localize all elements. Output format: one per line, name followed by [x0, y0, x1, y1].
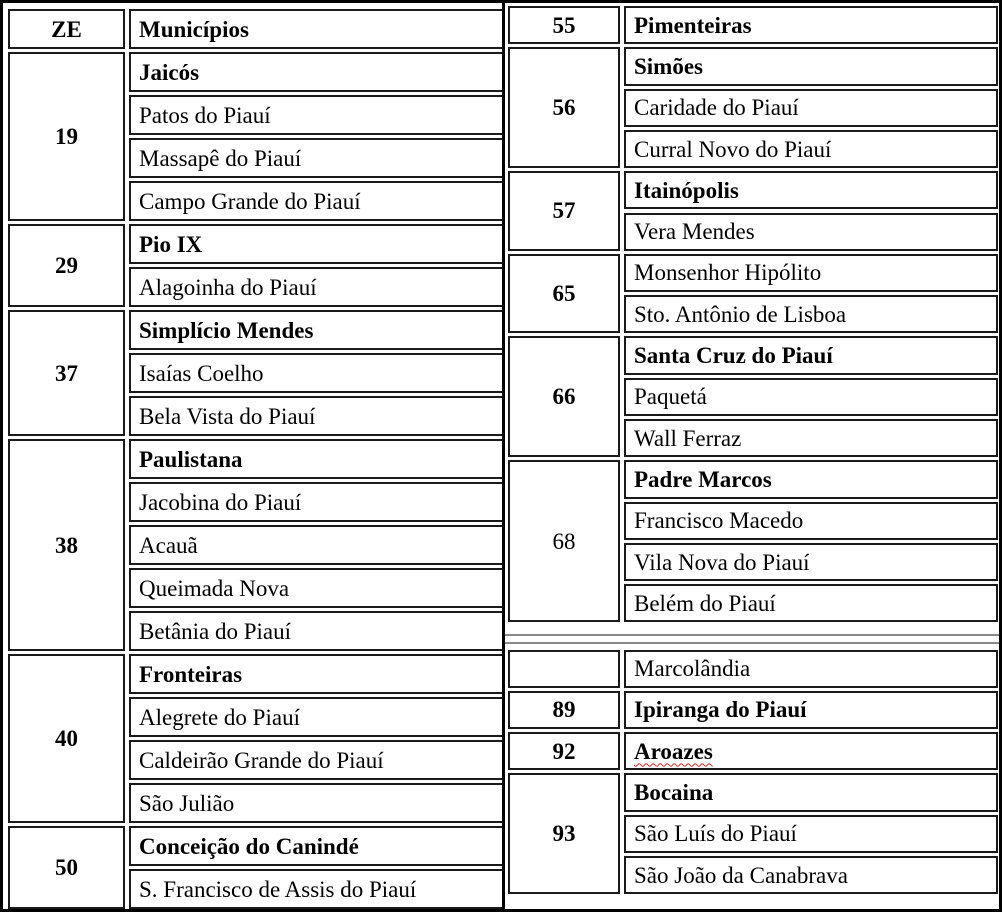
- ze-number-text: 57: [552, 198, 576, 224]
- header-municipios: [129, 9, 505, 49]
- municipio-cell-text: Belém do Piauí: [634, 590, 776, 616]
- municipio-cell: [624, 584, 998, 622]
- ze-number: [508, 460, 620, 622]
- page-break-line: [505, 642, 999, 644]
- ze-number: [508, 171, 620, 251]
- municipio-cell-text: Paquetá: [634, 384, 707, 410]
- municipio-cell: [129, 783, 505, 823]
- municipio-cell-text: S. Francisco de Assis do Piauí: [139, 876, 417, 902]
- municipio-cell: [129, 525, 505, 565]
- municipio-cell-text: Aroazes: [634, 738, 713, 764]
- ze-number: [508, 691, 620, 729]
- ze-number-text: 56: [552, 95, 576, 121]
- municipio-cell-text: Simões: [634, 53, 703, 79]
- municipio-cell-text: Bela Vista do Piauí: [139, 403, 316, 429]
- municipio-cell-text: Massapê do Piauí: [139, 145, 302, 171]
- municipio-cell: [624, 691, 998, 729]
- municipio-cell-text: Queimada Nova: [139, 575, 290, 601]
- municipio-cell: [624, 502, 998, 540]
- ze-number-text: 66: [552, 384, 576, 410]
- municipio-cell-text: Santa Cruz do Piauí: [634, 343, 833, 369]
- ze-number-text: 38: [55, 532, 78, 558]
- municipio-cell-text: Francisco Macedo: [634, 508, 804, 534]
- municipio-cell: [624, 47, 998, 85]
- municipio-cell-text: São Luís do Piauí: [634, 821, 797, 847]
- ze-number-text: 89: [552, 697, 576, 723]
- municipio-cell: [624, 6, 998, 44]
- ze-number: [508, 47, 620, 168]
- municipio-cell: [129, 482, 505, 522]
- municipio-cell-text: Fronteiras: [139, 661, 243, 687]
- ze-number: [8, 224, 125, 307]
- municipio-cell: [129, 611, 505, 651]
- municipio-cell: [129, 52, 505, 92]
- ze-number: [8, 52, 125, 221]
- municipio-cell: [624, 378, 998, 416]
- ze-number-text: 19: [55, 124, 78, 149]
- municipio-cell-text: Acauã: [139, 532, 198, 558]
- ze-number-text: 65: [552, 281, 576, 307]
- header-municipios-text: Municípios: [139, 16, 249, 42]
- municipio-cell-text: Conceição do Canindé: [139, 833, 359, 859]
- ze-number-text: 37: [55, 360, 78, 386]
- municipio-cell-text: São João da Canabrava: [634, 862, 848, 888]
- municipio-cell: [129, 181, 505, 221]
- municipio-cell: [624, 419, 998, 457]
- municipio-cell-text: Caridade do Piauí: [634, 95, 799, 121]
- ze-number: [508, 732, 620, 770]
- municipio-cell: [129, 224, 505, 264]
- municipio-cell-text: Isaías Coelho: [139, 360, 264, 386]
- municipio-cell: [624, 732, 998, 770]
- ze-number-text: 93: [552, 821, 576, 847]
- municipio-cell-text: Vila Nova do Piauí: [634, 549, 810, 575]
- ze-number: [8, 439, 125, 651]
- municipio-cell-text: Itainópolis: [634, 177, 739, 203]
- municipio-cell: [129, 353, 505, 393]
- ze-number: [508, 773, 620, 894]
- ze-number-text: 92: [552, 738, 576, 764]
- header-ze: [8, 9, 125, 49]
- municipio-cell-text: Marcolândia: [634, 656, 751, 682]
- municipio-cell-text: Caldeirão Grande do Piauí: [139, 747, 384, 773]
- ze-number-text: 29: [55, 253, 78, 278]
- municipio-cell-text: Monsenhor Hipólito: [634, 260, 822, 286]
- municipio-cell-text: Pimenteiras: [634, 12, 752, 38]
- municipio-cell-text: Bocaina: [634, 780, 714, 806]
- municipio-cell-text: Ipiranga do Piauí: [634, 697, 807, 723]
- municipio-cell: [624, 856, 998, 894]
- ze-number-text: 55: [552, 12, 576, 38]
- ze-number-text: 68: [552, 528, 576, 554]
- ze-number-text: 40: [55, 726, 78, 751]
- municipio-cell-text: Betânia do Piauí: [139, 618, 292, 644]
- municipio-cell: [624, 295, 998, 333]
- municipio-cell: [624, 650, 998, 688]
- municipio-cell: [624, 254, 998, 292]
- municipio-cell-text: Sto. Antônio de Lisboa: [634, 301, 847, 327]
- municipio-cell: [129, 826, 505, 866]
- municipio-cell-text: Campo Grande do Piauí: [139, 188, 361, 214]
- right-table: [502, 0, 1002, 912]
- municipio-cell: [624, 213, 998, 251]
- municipio-cell-text: Wall Ferraz: [634, 425, 742, 451]
- municipio-cell: [129, 138, 505, 178]
- municipio-cell: [129, 697, 505, 737]
- municipio-cell-text: Jacobina do Piauí: [139, 489, 302, 515]
- ze-number: [508, 6, 620, 44]
- municipio-cell-text: Vera Mendes: [634, 219, 755, 245]
- municipio-cell: [129, 95, 505, 135]
- municipio-cell-text: Alegrete do Piauí: [139, 704, 300, 730]
- municipio-cell-text: Padre Marcos: [634, 466, 772, 492]
- municipio-cell: [129, 439, 505, 479]
- municipio-cell: [624, 543, 998, 581]
- municipio-cell-text: Alagoinha do Piauí: [139, 274, 317, 300]
- municipio-cell-text: Pio IX: [139, 231, 203, 257]
- ze-number-text: 50: [55, 855, 78, 880]
- ze-number: [8, 310, 125, 436]
- municipio-cell: [624, 336, 998, 374]
- municipio-cell-text: Patos do Piauí: [139, 102, 271, 128]
- municipio-cell: [129, 654, 505, 694]
- municipio-cell-text: São Julião: [139, 790, 235, 816]
- page-break-line: [505, 634, 999, 636]
- municipio-cell: [624, 171, 998, 209]
- municipio-cell-text: Simplício Mendes: [139, 317, 314, 343]
- municipio-cell: [129, 568, 505, 608]
- municipio-cell: [129, 310, 505, 350]
- municipio-cell-text: Curral Novo do Piauí: [634, 136, 832, 162]
- municipio-cell: [624, 773, 998, 811]
- header-ze-text: ZE: [51, 16, 82, 42]
- ze-number: [508, 336, 620, 457]
- municipio-cell: [129, 740, 505, 780]
- ze-number: [508, 254, 620, 334]
- municipio-cell: [129, 396, 505, 436]
- municipio-cell: [129, 869, 505, 909]
- municipio-cell: [624, 89, 998, 127]
- municipio-cell-text: Jaicós: [139, 59, 200, 85]
- ze-number: [8, 654, 125, 823]
- municipio-cell: [624, 815, 998, 853]
- municipio-cell-text: Paulistana: [139, 446, 243, 472]
- municipio-cell: [624, 460, 998, 498]
- municipio-cell: [129, 267, 505, 307]
- ze-number: [8, 826, 125, 909]
- municipio-cell: [624, 130, 998, 168]
- ze-number: [508, 650, 620, 688]
